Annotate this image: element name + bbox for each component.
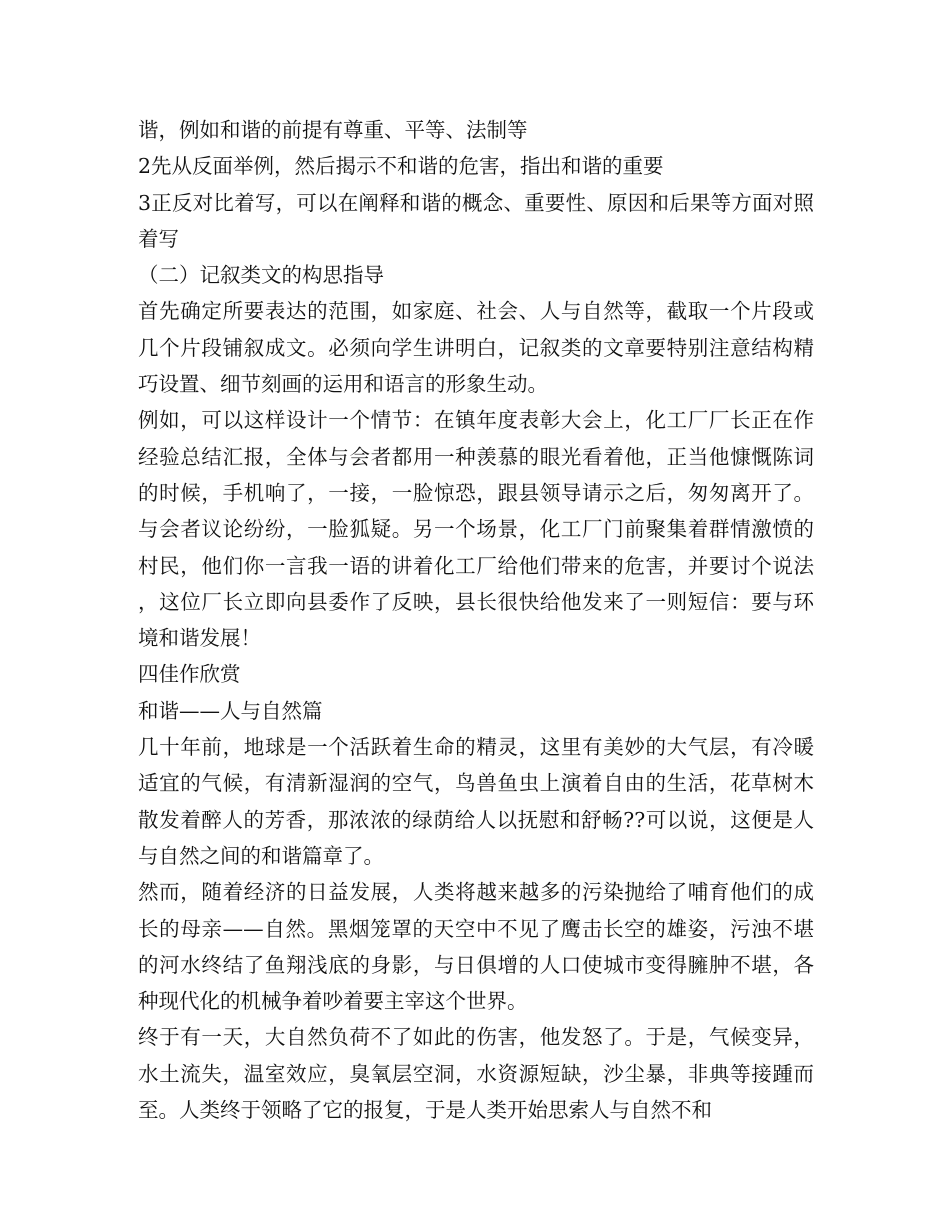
essay-paragraph-pollution: 然而，随着经济的日益发展，人类将越来越多的污染抛给了哺育他们的成长的母亲——自然。黑烟笼罩的天空中不见了鹰击长空的雄姿，污浊不堪的河水终结了鱼翔浅底的身影，与日俱增的人口使城市变得臃肿不堪，各种现代化的机械争着吵着要主宰这个世界。 <box>138 880 814 1014</box>
essay-paragraph-nature-revenge: 终于有一天，大自然负荷不了如此的伤害，他发怒了。于是，气候变异，水土流失，温室效应，臭氧层空洞，水资源短缺，沙尘暴，非典等接踵而至。人类终于领略了它的报复，于是人类开始思索人与自然不和 <box>138 1025 814 1123</box>
paragraph-negative-example: 2先从反面举例，然后揭示不和谐的危害，指出和谐的重要 <box>138 154 664 179</box>
paragraph-plot-example: 例如，可以这样设计一个情节：在镇年度表彰大会上，化工厂厂长正在作经验总结汇报，全体与会者都用一种羡慕的眼光看着他，正当他慷慨陈词的时候，手机响了，一接，一脸惊恐，跟县领导请示之后，匆匆离开了。与会者议论纷纷，一脸狐疑。另一个场景，化工厂门前聚集着群情激愤的村民，他们你一言我一语的讲着化工厂给他们带来的危害，并要讨个说法，这位厂长立即向县委作了反映，县长很快给他发来了一则短信：要与环境和谐发展！ <box>138 408 814 651</box>
essay-paragraph-past: 几十年前，地球是一个活跃着生命的精灵，这里有美妙的大气层，有冷暖适宜的气候，有清新湿润的空气，鸟兽鱼虫上演着自由的生活，花草树木散发着醉人的芳香，那浓浓的绿荫给人以抚慰和舒畅??可以说，这便是人与自然之间的和谐篇章了。 <box>138 735 814 868</box>
essay-title: 和谐——人与自然篇 <box>138 698 323 723</box>
document-page <box>138 112 814 1128</box>
paragraph-harmony-premise: 谐，例如和谐的前提有尊重、平等、法制等 <box>138 118 528 142</box>
paragraph-contrast-writing: 3正反对比着写，可以在阐释和谐的概念、重要性、原因和后果等方面对照着写 <box>138 190 814 251</box>
paragraph-narrative-scope: 首先确定所要表达的范围，如家庭、社会、人与自然等，截取一个片段或几个片段铺叙成文。必须向学生讲明白，记叙类的文章要特别注意结构精巧设置、细节刻画的运用和语言的形象生动。 <box>138 299 814 397</box>
section-heading-narrative: （二）记叙类文的构思指导 <box>138 263 384 288</box>
section-heading-model-essays: 四佳作欣赏 <box>138 662 241 687</box>
